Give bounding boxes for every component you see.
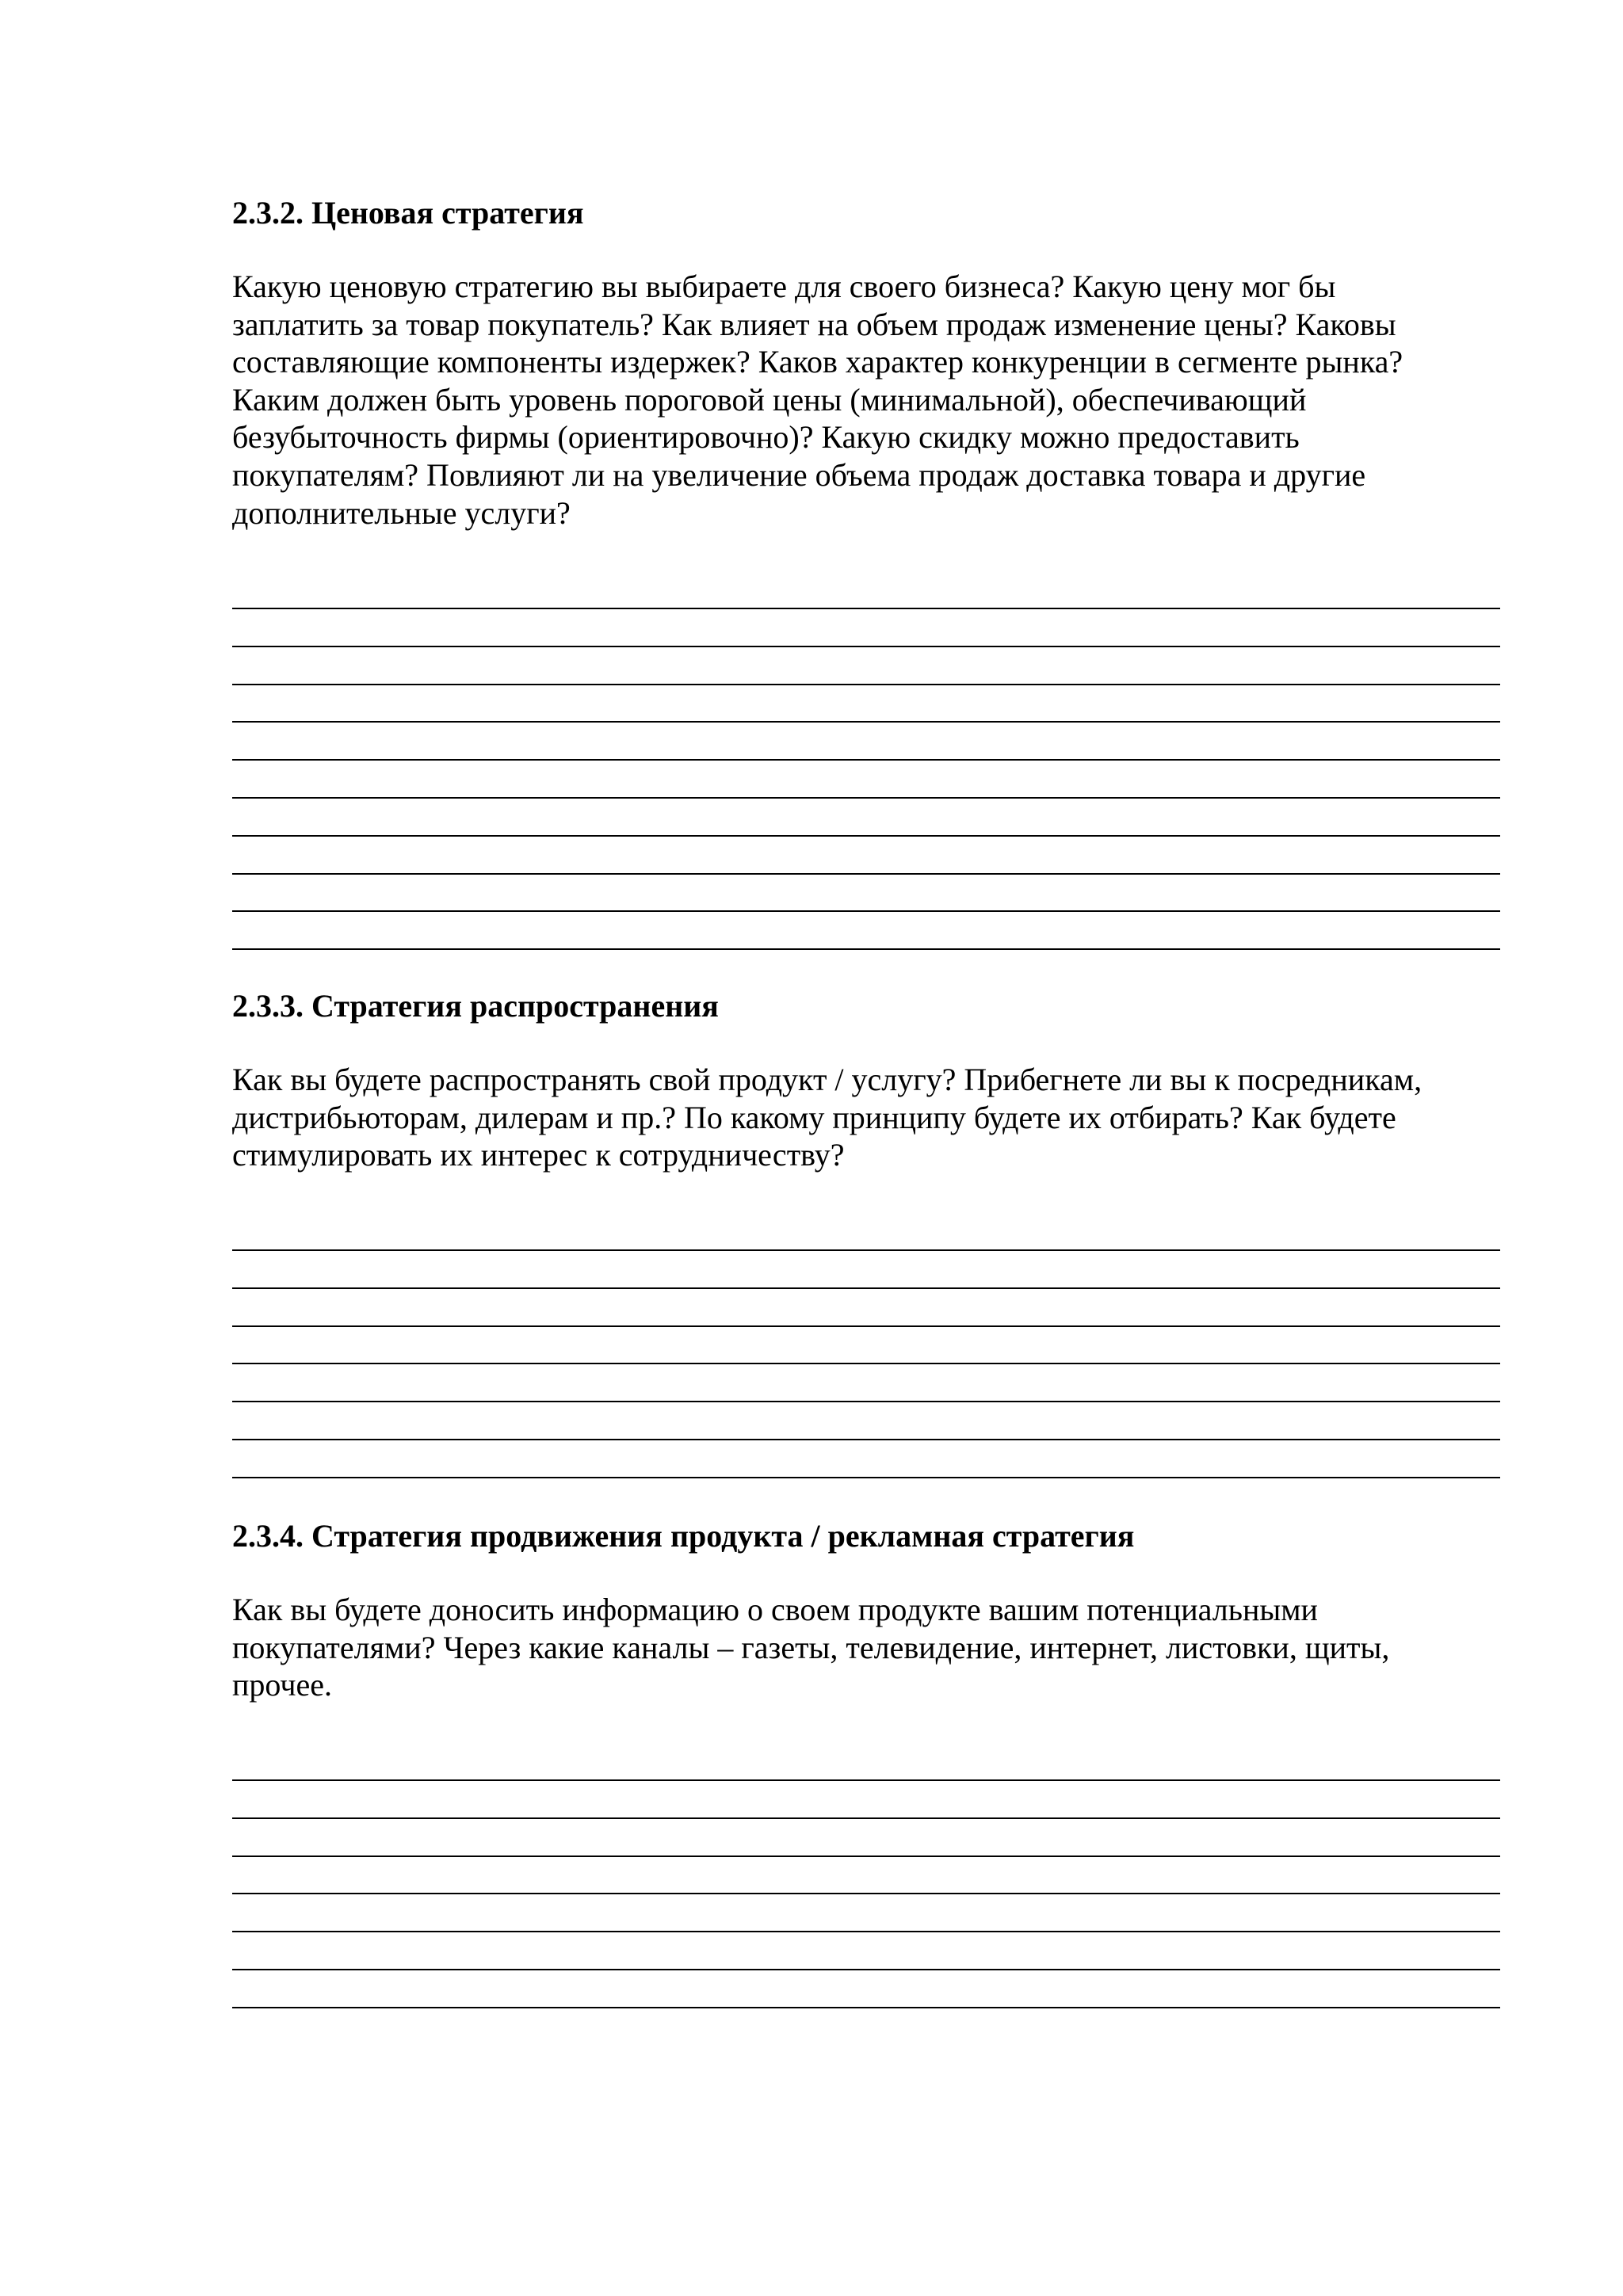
text-line: дистрибьюторам, дилерам и пр.? По какому принципу будете их отбирать? Как будете	[232, 1099, 1396, 1135]
answer-line[interactable]	[232, 873, 1500, 875]
text-line: заплатить за товар покупатель? Как влияет на объем продаж изменение цены? Каковы	[232, 306, 1396, 342]
text-line: покупателям? Повлияют ли на увеличение объема продаж доставка товара и другие	[232, 456, 1366, 493]
section-question-text	[232, 1591, 1500, 1704]
section-distribution-strategy	[232, 987, 1500, 1174]
answer-line[interactable]	[232, 759, 1500, 761]
answer-line[interactable]	[232, 1401, 1500, 1402]
section-heading: 2.3.3. Стратегия распространения	[232, 988, 719, 1024]
text-line: Как вы будете доносить информацию о своем продукте вашим потенциальными	[232, 1592, 1318, 1627]
section-heading: 2.3.2. Ценовая стратегия	[232, 195, 584, 231]
section-question-text	[232, 268, 1500, 532]
answer-line[interactable]	[232, 797, 1500, 799]
answer-line[interactable]	[232, 1287, 1500, 1289]
section-pricing-strategy	[232, 194, 1500, 532]
answer-line[interactable]	[232, 1477, 1500, 1478]
text-line: стимулировать их интерес к сотрудничеству?	[232, 1137, 845, 1173]
answer-line[interactable]	[232, 1249, 1500, 1251]
answer-line[interactable]	[232, 1325, 1500, 1327]
text-line: безубыточность фирмы (ориентировочно)? Какую скидку можно предоставить	[232, 419, 1300, 456]
section-question-text	[232, 1061, 1500, 1174]
text-line: составляющие компоненты издержек? Каков характер конкуренции в сегменте рынка?	[232, 344, 1403, 380]
section-promotion-strategy	[232, 1517, 1500, 1704]
answer-line[interactable]	[232, 721, 1500, 723]
answer-line[interactable]	[232, 608, 1500, 609]
answer-line[interactable]	[232, 1931, 1500, 1932]
text-line: покупателями? Через какие каналы – газеты, телевидение, интернет, листовки, щиты,	[232, 1629, 1390, 1665]
text-line: прочее.	[232, 1667, 332, 1703]
answer-line[interactable]	[232, 948, 1500, 950]
text-line: Каким должен быть уровень пороговой цены (минимальной), обеспечивающий	[232, 381, 1307, 418]
answer-line[interactable]	[232, 1969, 1500, 1970]
answer-line[interactable]	[232, 1855, 1500, 1857]
text-line: дополнительные услуги?	[232, 494, 571, 531]
answer-line[interactable]	[232, 835, 1500, 837]
answer-line[interactable]	[232, 684, 1500, 685]
text-line: Какую ценовую стратегию вы выбираете для своего бизнеса? Какую цену мог бы	[232, 269, 1336, 304]
answer-line[interactable]	[232, 1893, 1500, 1894]
text-line: Как вы будете распространять свой продукт / услугу? Прибегнете ли вы к посредникам,	[232, 1062, 1423, 1097]
answer-line[interactable]	[232, 2007, 1500, 2008]
answer-line[interactable]	[232, 1779, 1500, 1781]
answer-line[interactable]	[232, 910, 1500, 912]
answer-line[interactable]	[232, 1817, 1500, 1819]
answer-line[interactable]	[232, 646, 1500, 647]
answer-line[interactable]	[232, 1363, 1500, 1364]
section-heading: 2.3.4. Стратегия продвижения продукта / рекламная стратегия	[232, 1518, 1135, 1554]
answer-line[interactable]	[232, 1439, 1500, 1440]
